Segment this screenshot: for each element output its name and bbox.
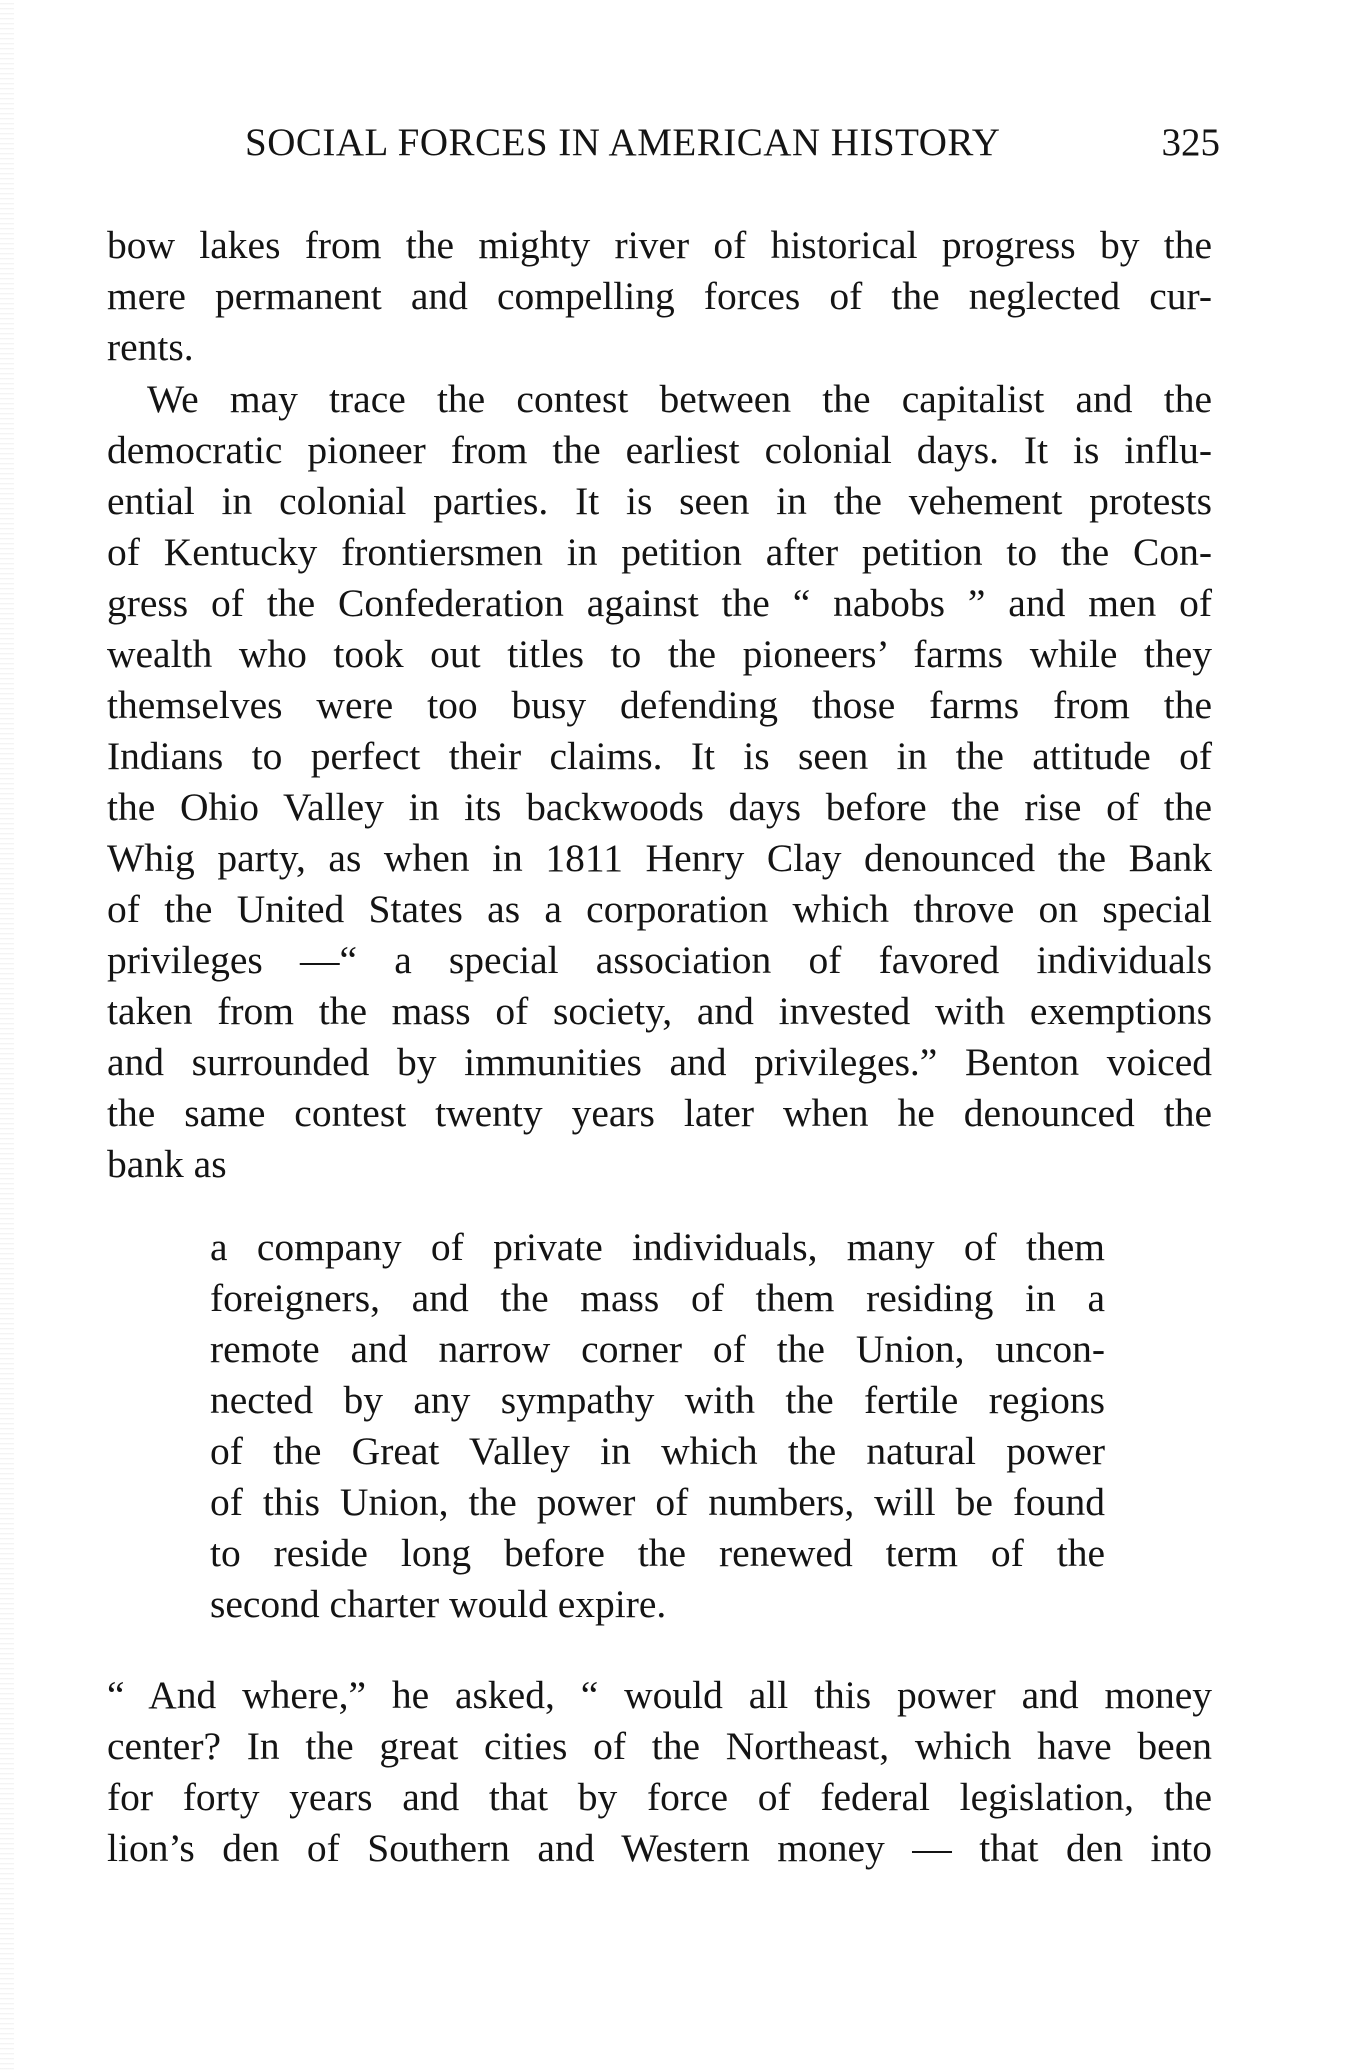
scan-gutter-edge <box>0 0 14 2072</box>
block-quote-line: nected by any sympathy with the fertile regions <box>210 1378 1105 1422</box>
block-quote-line: remote and narrow corner of the Union, uncon- <box>210 1327 1105 1371</box>
paragraph-2-line: privileges —“ a special association of favored individuals <box>107 938 1212 982</box>
paragraph-2-line: of the United States as a corporation which throve on special <box>107 887 1212 931</box>
block-quote-line: of the Great Valley in which the natural power <box>210 1429 1105 1473</box>
paragraph-where-center <box>107 1670 1212 1874</box>
block-quote-line: foreigners, and the mass of them residing in a <box>210 1276 1105 1320</box>
paragraph-2-line: We may trace the contest between the capitalist and the <box>147 377 1212 421</box>
paragraph-2-line: Whig party, as when in 1811 Henry Clay denounced the Bank <box>107 836 1212 880</box>
block-quote-line: of this Union, the power of numbers, will be found <box>210 1480 1105 1524</box>
paragraph-2-line: of Kentucky frontiersmen in petition after petition to the Con- <box>107 530 1212 574</box>
paragraph-2-line: gress of the Confederation against the “ nabobs ” and men of <box>107 581 1212 625</box>
paragraph-2-line: Indians to perfect their claims. It is seen in the attitude of <box>107 734 1212 778</box>
paragraph-2-line: the Ohio Valley in its backwoods days before the rise of the <box>107 785 1212 829</box>
block-quote-benton <box>210 1222 1105 1630</box>
paragraph-2-line: and surrounded by immunities and privileges.” Benton voiced <box>107 1040 1212 1084</box>
paragraph-2-line: themselves were too busy defending those farms from the <box>107 683 1212 727</box>
paragraph-2-line: the same contest twenty years later when he denounced the <box>107 1091 1212 1135</box>
paragraph-2-line: taken from the mass of society, and invested with exemptions <box>107 989 1212 1033</box>
paragraph-2-line: democratic pioneer from the earliest colonial days. It is influ- <box>107 428 1212 472</box>
paragraph-2-line: wealth who took out titles to the pioneers’ farms while they <box>107 632 1212 676</box>
paragraph-3-line: “ And where,” he asked, “ would all this power and money <box>107 1673 1212 1717</box>
paragraph-1-line: bow lakes from the mighty river of historical progress by the <box>107 223 1212 267</box>
running-head <box>245 120 1220 170</box>
running-title: SOCIAL FORCES IN AMERICAN HISTORY <box>245 121 1001 164</box>
block-quote-line: second charter would expire. <box>210 1582 667 1626</box>
paragraph-benton-contest <box>107 374 1212 1190</box>
paragraph-1-line: mere permanent and compelling forces of the neglected cur- <box>107 274 1212 318</box>
paragraph-3-line: for forty years and that by force of federal legislation, the <box>107 1775 1212 1819</box>
page-number: 325 <box>1161 121 1220 164</box>
block-quote-line: a company of private individuals, many of them <box>210 1225 1105 1269</box>
block-quote-line: to reside long before the renewed term of the <box>210 1531 1105 1575</box>
paragraph-3-line: center? In the great cities of the Northeast, which have been <box>107 1724 1212 1768</box>
paragraph-2-line: ential in colonial parties. It is seen in the vehement protests <box>107 479 1212 523</box>
paragraph-2-line: bank as <box>107 1142 227 1186</box>
paragraph-continuation <box>107 220 1212 373</box>
paragraph-1-line: rents. <box>107 325 194 369</box>
paragraph-3-line: lion’s den of Southern and Western money — that den into <box>107 1826 1212 1870</box>
